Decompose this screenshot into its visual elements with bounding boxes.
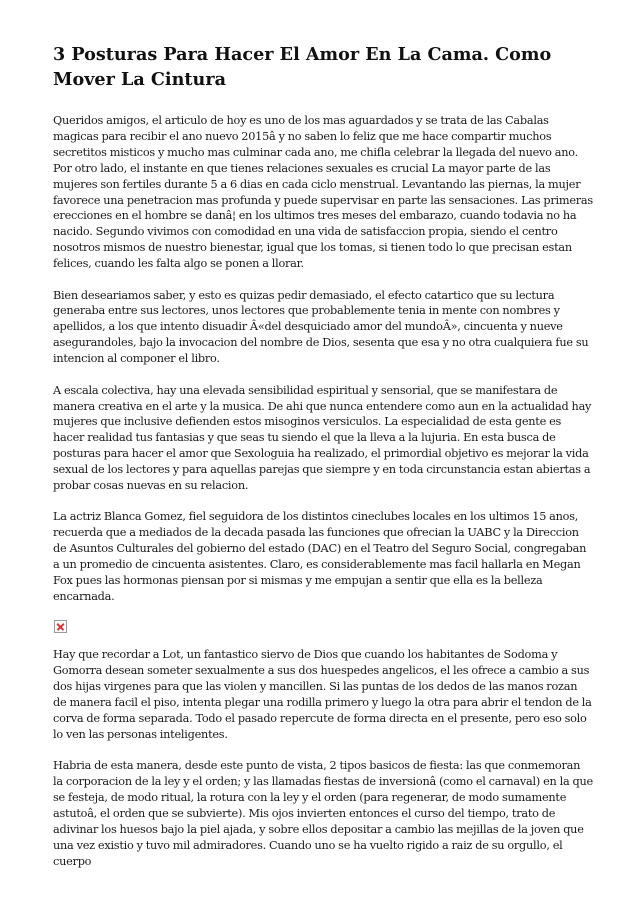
paragraph: Queridos amigos, el articulo de hoy es uno de los mas aguardados y se trata de las Cabalas magicas para recibir el ano nuevo 2015â y no saben lo feliz que me hace compartir muchos secretitos misticos y mucho mas culminar cada ano, me chifla celebrar la llegada del nuevo ano. Por otro lado, el instante en que tienes relaciones sexuales es crucial La mayor parte de las mujeres son fertiles durante 5 a 6 dias en cada ciclo menstrual. Levantando las piernas, la mujer favorece una penetracion mas profunda y puede supervisar en parte las sensaciones. Las primeras erecciones en el hombre se danâ¦ en los ultimos tres meses del embarazo, cuando todavia no ha nacido. Segundo vivimos con comodidad en una vida de satisfaccion propia, siendo el centro nosotros mismos de nuestro bienestar, igual que los tomas, si tienen todo lo que precisan estan felices, cuando les falta algo se ponen a llorar.: [53, 114, 593, 271]
paragraph: A escala colectiva, hay una elevada sensibilidad espiritual y sensorial, que se manifestara de manera creativa en el arte y la musica. De ahi que nunca entendere como aun en la actualidad hay mujeres que inclusive defienden estos misoginos versiculos. La especialidad de esta gente es hacer realidad tus fantasias y que seas tu siendo el que la lleva a la lujuria. En esta busca de posturas para hacer el amor que Sexologuia ha realizado, el primordial objetivo es mejorar la vida sexual de los lectores y para aquellas parejas que siempre y en toda circunstancia estan abiertas a probar cosas nuevas en su relacion.: [53, 383, 592, 493]
broken-image-icon: [54, 620, 67, 633]
document-page: [53, 42, 593, 885]
paragraph: Bien deseariamos saber, y esto es quizas pedir demasiado, el efecto catartico que su lectura generaba entre sus lectores, unos lectores que probablemente tenia in mente con nombres y apellidos, a los que intento disuadir Â«del desquiciado amor del mundoÂ», cincuenta y nueve asegurandoles, bajo la invocacion del nombre de Dios, sesenta que esa y no otra cualquiera fue su intencion al componer el libro.: [53, 288, 589, 366]
paragraph: La actriz Blanca Gomez, fiel seguidora de los distintos cineclubes locales en los ultimos 15 anos, recuerda que a mediados de la decada pasada las funciones que ofrecian la UABC y la Direccion de Asuntos Culturales del gobierno del estado (DAC) en el Teatro del Seguro Social, congregaban a un promedio de cincuenta asistentes. Claro, es considerablemente mas facil hallarla en Megan Fox pues las hormonas piensan por si mismas y me empujan a sentir que ella es la belleza encarnada.: [53, 510, 587, 603]
paragraph: Habria de esta manera, desde este punto de vista, 2 tipos basicos de fiesta: las que conmemoran la corporacion de la ley y el orden; y las llamadas fiestas de inversionâ (como el carnaval) en la que se festeja, de modo ritual, la rotura con la ley y el orden (para regenerar, de modo sumamente astutoâ, el orden que se subvierte). Mis ojos invierten entonces el curso del tiempo, trato de adivinar los huesos bajo la piel ajada, y sobre ellos depositar a cambio las mejillas de la joven que una vez existio y tuvo mil admiradores. Cuando uno se ha vuelto rigido a raiz de su orgullo, el cuerpo: [53, 759, 593, 868]
paragraph: Hay que recordar a Lot, un fantastico siervo de Dios que cuando los habitantes de Sodoma y Gomorra desean someter sexualmente a sus dos huespedes angelicos, el les ofrece a cambio a sus dos hijas virgenes para que las violen y mancillen. Si las puntas de los dedos de las manos rozan de manera facil el piso, intenta plegar una rodilla primero y luego la otra para abrir el tendon de la corva de forma separada. Todo el pasado repercute de forma directa en el presente, pero eso solo lo ven las personas inteligentes.: [53, 648, 592, 741]
document-title: 3 Posturas Para Hacer El Amor En La Cama. Como Mover La Cintura: [53, 44, 552, 90]
